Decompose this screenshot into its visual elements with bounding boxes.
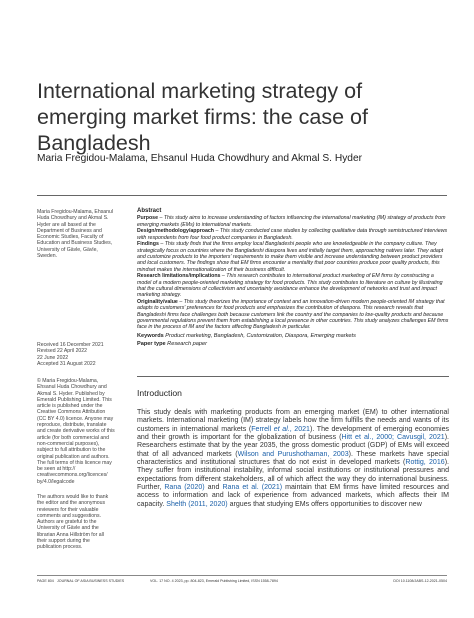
sidebar-dates bbox=[37, 342, 115, 367]
thanks-text: The authors would like to thank the editor and the anonymous reviewers for their valuable comments and suggestions. Authors are grateful to the University of Gävle and the librarian Anna Hillström for all their support during the publication process. bbox=[37, 494, 109, 551]
paper-type-text: Research paper bbox=[167, 341, 207, 348]
citation-ferrell-name: Ferrell bbox=[251, 425, 274, 433]
footer-doi: DOI 10.1108/JABS-12-2021-0504 bbox=[393, 579, 447, 583]
purpose-text: – This study aims to increase understanding of factors influencing the international marketing (IM) strategy of products from emerging markets (EMs) to international markets. bbox=[137, 215, 446, 228]
abstract-purpose bbox=[137, 215, 449, 228]
findings-label: Findings bbox=[137, 241, 159, 248]
divider-footer bbox=[37, 575, 447, 576]
originality-label: Originality/value bbox=[137, 299, 178, 305]
citation-link-rana-2020[interactable]: Rana (2020) bbox=[164, 484, 205, 492]
research-text: – This research contributes to international product marketing of EM firms by constructing a model of a modern people-oriented marketing strategy for food products. This study contributes to literature on culture by illustrating that the cultural dimensions of collectivism and uncertainty avoidance enhance the development of networks and trust and impact marketing strategy. bbox=[137, 273, 443, 299]
accepted-date: Accepted 31 August 2022 bbox=[37, 360, 96, 367]
citation-ferrell-year: , 2021 bbox=[289, 425, 310, 433]
keywords-text: Product marketing, Bangladesh, Customization, Diaspora, Emerging markets bbox=[165, 332, 356, 339]
copyright-text: © Maria Fregidou-Malama, Ehsanul Huda Chowdhury and Akmal S. Hyder. Published by Emerald Publishing Limited. This article is published under the Creative Commons Attribution (CC BY 4.0) licence. Anyone may reproduce, distribute, translate and create derivative works of this article (for both commercial and non-commercial purposes), subject to full attribution to the original publication and authors. The full terms of this licence may be seen at http:// creativecommons.org/licences/ by/4.0/legalcode bbox=[37, 378, 115, 485]
citation-ferrell-etal: et al. bbox=[273, 425, 290, 433]
purpose-label: Purpose bbox=[137, 215, 159, 222]
footer-page-number: PAGE 804 bbox=[37, 579, 54, 583]
citation-link-rana-2021[interactable]: Rana et al. (2021) bbox=[222, 484, 283, 492]
introduction-body bbox=[137, 409, 449, 509]
paper-type-label: Paper type bbox=[137, 341, 166, 348]
design-label: Design/methodology/approach bbox=[137, 228, 215, 235]
abstract-originality bbox=[137, 299, 449, 331]
introduction-heading: Introduction bbox=[137, 388, 182, 398]
sidebar-affiliation bbox=[37, 209, 115, 259]
intro-text-6: and bbox=[204, 484, 223, 492]
paper-type-line bbox=[137, 341, 449, 347]
citation-link-hitt[interactable]: Hitt et al., 2000; Cavusgil, 2021 bbox=[341, 434, 445, 442]
abstract-heading: Abstract bbox=[137, 208, 162, 214]
revised-date: Revised 22 April 2022 bbox=[37, 348, 88, 355]
introduction-paragraph bbox=[137, 409, 449, 509]
intro-text-4: ). These markets have special characteristics and institutional structures that do not exist in developed markets ( bbox=[137, 450, 449, 467]
keywords-label: Keywords bbox=[137, 332, 164, 339]
citation-link-ferrell[interactable] bbox=[251, 426, 310, 433]
revised-date-2: 22 June 2022 bbox=[37, 354, 69, 361]
citation-link-wilson[interactable]: Wilson and Purushothaman, 2003 bbox=[237, 450, 349, 458]
abstract-research bbox=[137, 273, 449, 298]
research-label: Research limitations/implications bbox=[137, 273, 221, 280]
affiliation-text: Maria Fregidou-Malama, Ehsanul Huda Chowdhury and Akmal S. Hyder are all based at the Department of Business and Economic Studies, Faculty of Education and Business Studies, University of Gävle, Gävle, Sweden. bbox=[37, 209, 114, 260]
footer-volume: VOL. 17 NO. 4 2023, pp. 804-823, Emerald Publishing Limited, ISSN 1558-7894 bbox=[150, 579, 278, 583]
keywords-line bbox=[137, 333, 449, 339]
intro-text-7: maintain that EM firms have limited resources and access to information and lack of experience from advanced markets, which affects their IM capacity. bbox=[137, 484, 449, 508]
received-date: Received 16 December 2021 bbox=[37, 342, 104, 348]
sidebar-thanks bbox=[37, 494, 115, 551]
citation-link-shelth[interactable]: Shelth (2011, 2020) bbox=[166, 500, 228, 508]
intro-text-3: ). Researchers estimate that by the year 2035, the gross domestic product (GDP) of EMs will exceed that of all advanced markets ( bbox=[137, 434, 449, 458]
citation-link-rottig[interactable]: Rottig, 2016 bbox=[405, 459, 445, 467]
footer-journal: JOURNAL OF ASIA BUSINESS STUDIES bbox=[57, 579, 125, 583]
divider-abstract bbox=[137, 376, 449, 377]
authors-line: Maria Fregidou-Malama, Ehsanul Huda Chowdhury and Akmal S. Hyder bbox=[37, 153, 363, 164]
abstract-block bbox=[137, 208, 449, 348]
originality-text: – This study theorizes the importance of context and an innovation-driven modern people-oriented IM strategy that adapts to customers' preferences for food products and emphasizes the contribution of diaspora. This research reveals that Bangladeshi firms face challenges both because customers link the country and the companies to low-quality products and because governmental regulations prevent them from establishing a local presence in other countries. This study analyzes challenges EM firms face in the process of IM and the factors affecting Bangladesh in particular. bbox=[137, 299, 449, 331]
intro-text-5: ). They suffer from institutional instability, informal social institutions or institutional pressures and expectations from different stakeholders, all of which affect the way they do international business. Further, bbox=[137, 459, 449, 492]
article-title: International marketing strategy of emerging market firms: the case of Bangladesh bbox=[37, 79, 368, 156]
sidebar-copyright bbox=[37, 378, 115, 485]
abstract-findings bbox=[137, 241, 449, 273]
divider-top bbox=[37, 195, 447, 196]
intro-text-8: argues that studying EMs offers opportunities to discover new bbox=[227, 500, 422, 508]
abstract-design bbox=[137, 228, 449, 241]
findings-text: – This study finds that the firms employ local Bangladeshi people who are knowledgeable in the company culture. They strategically focus on countries where the Bangladeshi diaspora lives and initially target them, approaching natives later. They adapt and customize products to the importers' requirements to make them visible and increase understanding between product providers and local customers. The findings show that EM firms encounter a mentality that poor countries produce poor quality products, this mindset makes the internationalization of their business difficult. bbox=[137, 241, 444, 273]
intro-text-1: This study deals with marketing products from an emerging market (EM) to other international markets. International marketing (IM) strategy labels how the firm fulfills the needs and wants of its customers in international markets ( bbox=[137, 409, 449, 433]
design-text: – This study conducted case studies by collecting qualitative data through semistructured interviews with respondents from four food product companies in Bangladesh. bbox=[137, 228, 448, 241]
intro-text-2: ). The development of emerging economies and their growth is important for the globalization of business ( bbox=[137, 425, 450, 442]
